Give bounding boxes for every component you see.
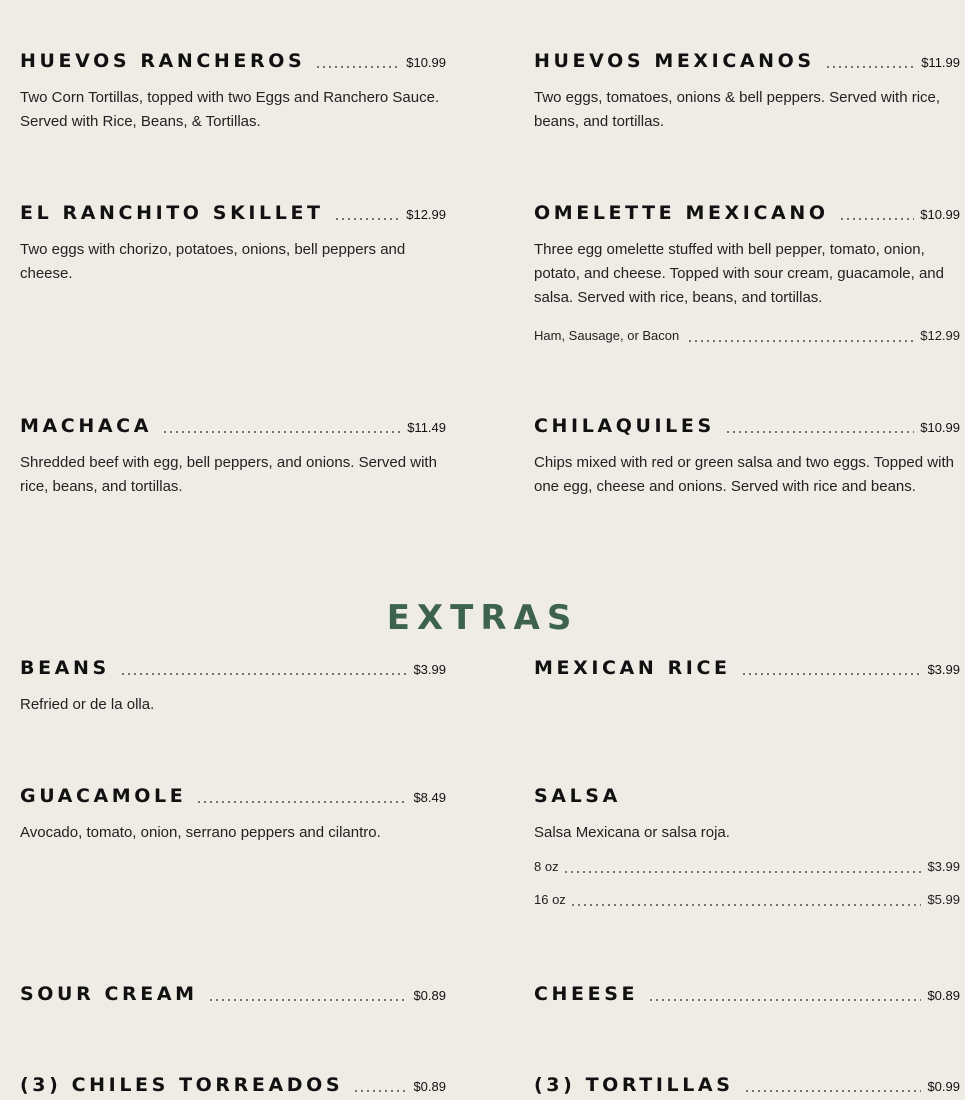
dot-leader <box>825 62 915 72</box>
item-name: MEXICAN RICE <box>534 657 731 679</box>
option-price: $5.99 <box>927 892 960 907</box>
item-price: $10.99 <box>406 55 446 70</box>
item-description: Two eggs with chorizo, potatoes, onions, bell peppers and cheese. <box>20 241 406 282</box>
item-description: Chips mixed with red or green salsa and two eggs. Topped with one egg, cheese and onions. Served with rice and beans. <box>534 454 954 495</box>
dot-leader <box>687 336 914 346</box>
item-price: $12.99 <box>406 207 446 222</box>
item-description: Three egg omelette stuffed with bell pepper, tomato, onion, potato, and cheese. Topped with sour cream, guacamole, and salsa. Served with rice, beans, and tortillas. <box>534 241 944 306</box>
item-description: Refried or de la olla. <box>20 696 155 713</box>
menu-item-chilaquiles <box>534 415 960 499</box>
option-label: 8 oz <box>534 859 559 874</box>
item-name: EL RANCHITO SKILLET <box>20 202 324 224</box>
menu-item-el-ranchito-skillet <box>20 202 446 286</box>
dot-leader <box>334 214 401 224</box>
item-price: $8.49 <box>413 790 446 805</box>
menu-item-omelette-mexicano <box>534 202 960 348</box>
item-price: $11.49 <box>407 420 446 435</box>
item-description: Shredded beef with egg, bell peppers, and onions. Served with rice, beans, and tortillas. <box>20 454 437 495</box>
item-name: BEANS <box>20 657 110 679</box>
dot-leader <box>196 797 407 807</box>
dot-leader <box>353 1086 407 1096</box>
item-name: (3) CHILES TORREADOS <box>20 1074 344 1096</box>
item-price: $10.99 <box>920 420 960 435</box>
item-name: HUEVOS MEXICANOS <box>534 50 815 72</box>
item-name: SOUR CREAM <box>20 983 198 1005</box>
menu-item-huevos-rancheros <box>20 50 446 134</box>
option-label: Ham, Sausage, or Bacon <box>534 328 680 343</box>
item-name: MACHACA <box>20 415 153 437</box>
option-price: $3.99 <box>927 859 960 874</box>
item-name: (3) TORTILLAS <box>534 1074 734 1096</box>
menu-item-huevos-mexicanos <box>534 50 960 134</box>
item-price: $0.89 <box>927 988 960 1003</box>
dot-leader <box>208 995 408 1005</box>
dot-leader <box>725 427 914 437</box>
dot-leader <box>839 214 915 224</box>
dot-leader <box>744 1086 922 1096</box>
item-description: Salsa Mexicana or salsa roja. <box>534 824 730 841</box>
item-option <box>534 859 960 879</box>
item-price: $10.99 <box>920 207 960 222</box>
menu-item-tortillas <box>534 1074 960 1100</box>
dot-leader <box>648 995 921 1005</box>
item-name: CHEESE <box>534 983 639 1005</box>
item-name: CHILAQUILES <box>534 415 715 437</box>
item-price: $11.99 <box>921 55 960 70</box>
section-title-extras: EXTRAS <box>386 598 579 638</box>
dot-leader <box>741 669 922 679</box>
item-price: $0.99 <box>927 1079 960 1094</box>
item-name: HUEVOS RANCHEROS <box>20 50 306 72</box>
item-name: OMELETTE MEXICANO <box>534 202 829 224</box>
item-price: $3.99 <box>927 662 960 677</box>
item-description: Two Corn Tortillas, topped with two Eggs and Ranchero Sauce. Served with Rice, Beans, & Tortillas. <box>20 89 440 130</box>
dot-leader <box>570 900 922 910</box>
item-option <box>534 328 960 348</box>
menu-item-cheese <box>534 983 960 1009</box>
item-price: $3.99 <box>413 662 446 677</box>
dot-leader <box>120 669 408 679</box>
item-name: GUACAMOLE <box>20 785 187 807</box>
menu-item-beans <box>20 657 446 717</box>
option-label: 16 oz <box>534 892 566 907</box>
item-price: $0.89 <box>413 1079 446 1094</box>
menu-item-mexican-rice <box>534 657 960 683</box>
menu-item-machaca <box>20 415 446 499</box>
option-price: $12.99 <box>920 328 960 343</box>
item-description: Avocado, tomato, onion, serrano peppers and cilantro. <box>20 824 381 841</box>
menu-item-sour-cream <box>20 983 446 1009</box>
dot-leader <box>563 867 922 877</box>
menu-item-chiles-torreados <box>20 1074 446 1100</box>
item-description: Two eggs, tomatoes, onions & bell peppers. Served with rice, beans, and tortillas. <box>534 89 941 130</box>
item-name: SALSA <box>534 785 621 807</box>
item-price: $0.89 <box>413 988 446 1003</box>
dot-leader <box>315 62 400 72</box>
dot-leader <box>162 427 401 437</box>
menu-item-salsa <box>534 785 960 912</box>
menu-item-guacamole <box>20 785 446 845</box>
item-option <box>534 892 960 912</box>
